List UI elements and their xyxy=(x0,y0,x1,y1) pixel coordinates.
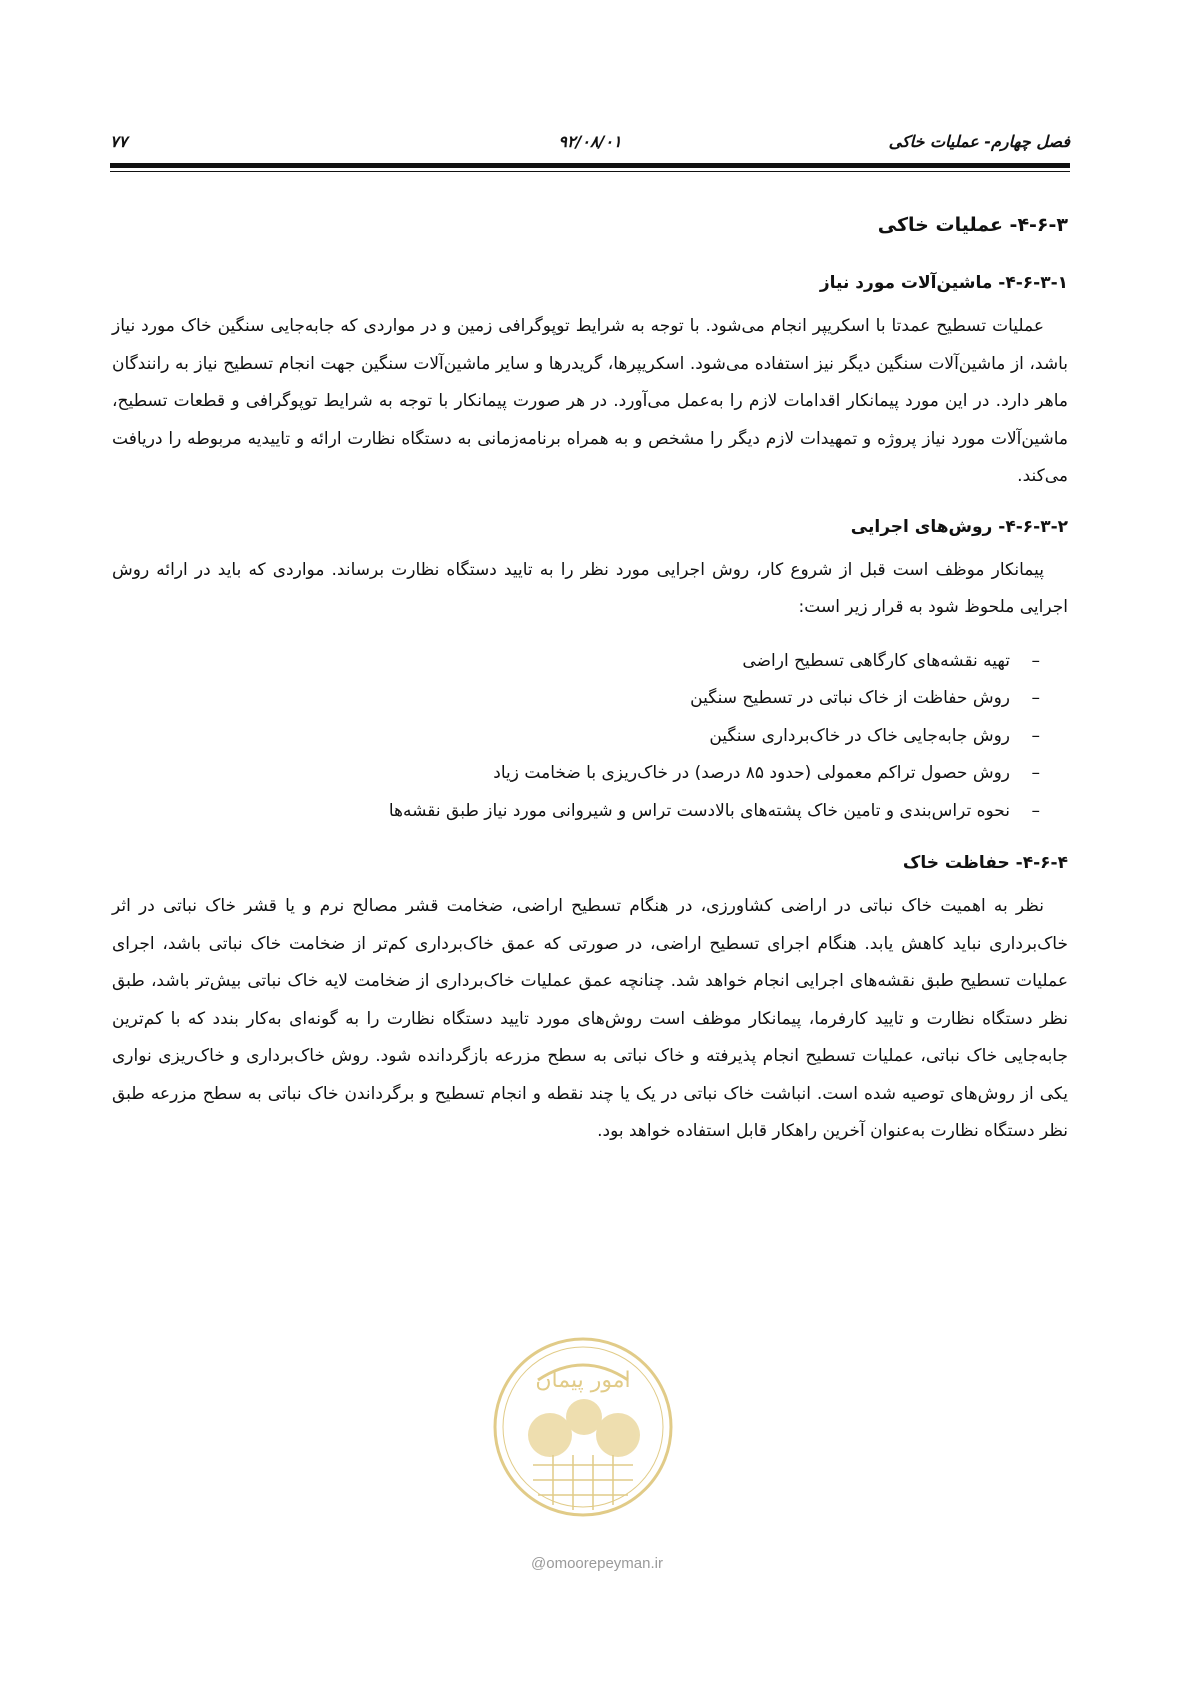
watermark-seal-icon xyxy=(478,1335,688,1530)
list-item xyxy=(112,680,1040,718)
dash-marker: – xyxy=(1031,650,1040,671)
list-item xyxy=(112,793,1040,831)
seal-text: امور پیمان xyxy=(535,1368,631,1393)
list-item-text: روش حصول تراکم معمولی (حدود ۸۵ درصد) در خاک‌ریزی با ضخامت زیاد xyxy=(493,763,1010,783)
list-item xyxy=(112,643,1040,681)
watermark-site: @omoorepeyman.ir xyxy=(531,1555,663,1572)
page-header xyxy=(110,128,1070,158)
list-item xyxy=(112,718,1040,756)
section-heading: ۴-۶-۳- عملیات خاکی xyxy=(877,214,1068,236)
dash-marker: – xyxy=(1031,800,1040,821)
paragraph-machinery: عملیات تسطیح عمدتا با اسکریپر انجام می‌شود. با توجه به شرایط توپوگرافی زمین و در مواردی که جابه‌جایی سنگین خاک مورد نیاز باشد، از ماشین‌آلات سنگین دیگر نیز استفاده می‌شود. اسکریپرها، گریدرها و سایر ماشین‌آلات سنگین جهت انجام تسطیح نیاز به رانندگان ماهر دارد. در این مورد پیمانکار اقدامات لازم را به‌عمل می‌آورد. در هر صورت پیمانکار با توجه به شرایط توپوگرافی و قطعات تسطیح، ماشین‌آلات مورد نیاز پروژه و تمهیدات لازم دیگر را مشخص و به همراه برنامه‌زمانی به دستگاه نظارت ارائه و تاییدیه مربوطه را دریافت می‌کند. xyxy=(112,316,1068,486)
list-item-text: روش حفاظت از خاک نباتی در تسطیح سنگین xyxy=(690,688,1010,708)
page-body xyxy=(112,210,1068,1167)
dash-marker: – xyxy=(1031,725,1040,746)
dash-marker: – xyxy=(1031,763,1040,783)
header-rule-thick xyxy=(110,163,1070,168)
header-date: ۹۲/۰۸/۰۱ xyxy=(558,132,622,151)
section-heading-soil-protection: ۴-۶-۴- حفاظت خاک xyxy=(902,853,1068,873)
header-rule-thin xyxy=(110,171,1070,172)
list-item-text: نحوه تراس‌بندی و تامین خاک پشته‌های بالادست تراس و شیروانی مورد نیاز طبق نقشه‌ها xyxy=(388,800,1010,821)
list-item-text: تهیه نقشه‌های کارگاهی تسطیح اراضی xyxy=(742,650,1010,671)
chapter-title: فصل چهارم- عملیات خاکی xyxy=(888,132,1070,151)
methods-list xyxy=(112,643,1040,831)
dash-marker: – xyxy=(1031,688,1040,708)
page-number: ۷۷ xyxy=(110,132,128,151)
subsection-heading-methods: ۴-۶-۳-۲- روش‌های اجرایی xyxy=(850,516,1068,537)
paragraph-soil-protection: نظر به اهمیت خاک نباتی در اراضی کشاورزی، در هنگام تسطیح اراضی، ضخامت قشر مصالح نرم و یا قشر خاک نباتی در اثر خاک‌برداری نباید کاهش یابد. هنگام اجرای تسطیح اراضی، در صورتی که عمق خاک‌برداری کم‌تر از ضخامت خاک نباتی باشد، اجرای عملیات تسطیح طبق نقشه‌های اجرایی انجام خواهد شد. چنانچه عمق عملیات خاک‌برداری از ضخامت لایه خاک نباتی بیش‌تر باشد، طبق نظر دستگاه نظارت و تایید کارفرما، پیمانکار موظف است روش‌های مورد تایید دستگاه نظارت را به گونه‌ای به‌کار بندد که با کم‌ترین جابه‌جایی خاک نباتی، عملیات تسطیح انجام پذیرفته و خاک نباتی به سطح مزرعه بازگردانده شود. روش خاک‌برداری و خاک‌ریزی نواری یکی از روش‌های توصیه شده است. انباشت خاک نباتی در یک یا چند نقطه و انجام تسطیح و برگرداندن خاک نباتی به سطح مزرعه طبق نظر دستگاه نظارت به‌عنوان آخرین راهکار قابل استفاده خواهد بود. xyxy=(112,896,1068,1141)
subsection-heading-machinery: ۴-۶-۳-۱- ماشین‌آلات مورد نیاز xyxy=(819,273,1068,293)
list-item-text: روش جابه‌جایی خاک در خاک‌برداری سنگین xyxy=(709,725,1010,746)
list-item xyxy=(112,755,1040,793)
paragraph-methods: پیمانکار موظف است قبل از شروع کار، روش اجرایی مورد نظر را به تایید دستگاه نظارت برساند. مواردی که باید در ارائه روش اجرایی ملحوظ شود به قرار زیر است: xyxy=(112,559,1068,617)
